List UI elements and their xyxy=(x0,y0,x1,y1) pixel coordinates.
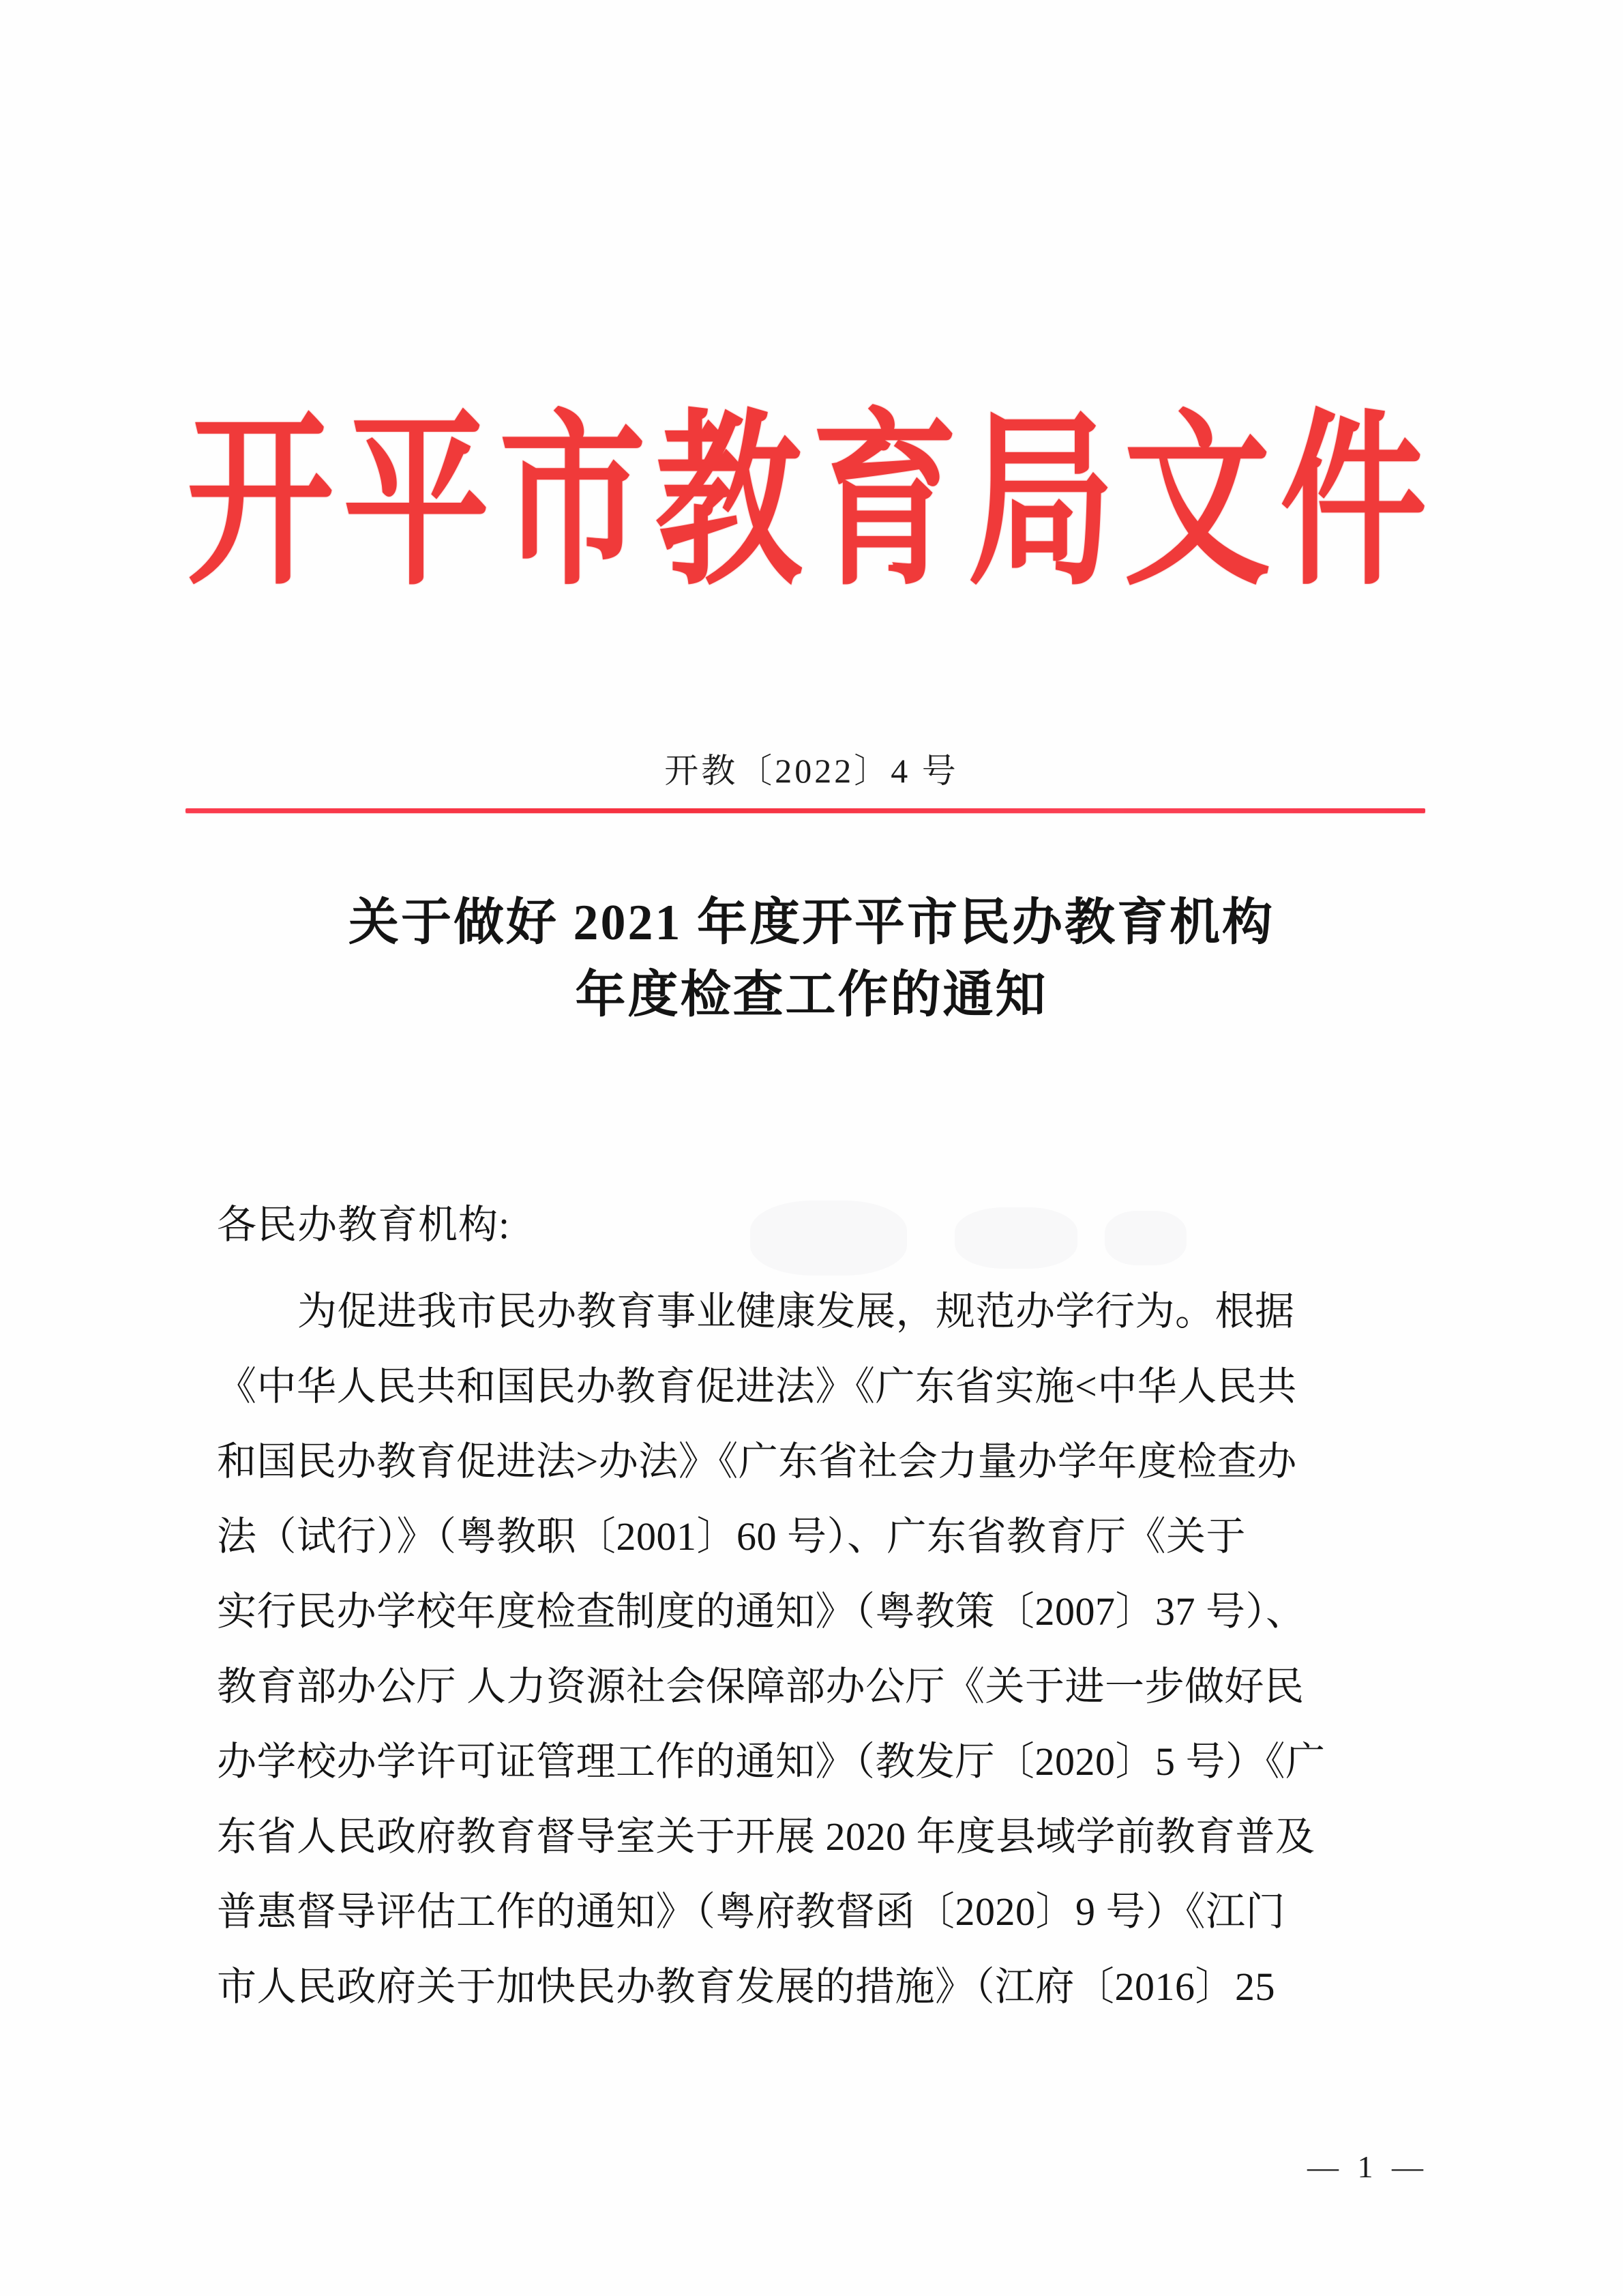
masthead-title: 开平市教育局文件 xyxy=(187,398,1436,608)
body-line: 《中华人民共和国民办教育促进法》《广东省实施<中华人民共 xyxy=(217,1364,1297,1409)
body-line: 市人民政府关于加快民办教育发展的措施》（江府〔2016〕25 xyxy=(217,1964,1276,2009)
title-line-1: 关于做好 2021 年度开平市民办教育机构 xyxy=(348,895,1275,951)
page-title xyxy=(0,887,1623,1031)
body-line: 普惠督导评估工作的通知》（粤府教督函〔2020〕9 号）《江门 xyxy=(217,1889,1286,1934)
body-line: 办学校办学许可证管理工作的通知》（教发厅〔2020〕5 号）《广 xyxy=(217,1739,1326,1784)
masthead xyxy=(0,398,1623,608)
body-line: 教育部办公厅 人力资源社会保障部办公厅《关于进一步做好民 xyxy=(217,1664,1305,1709)
page-number: — 1 — xyxy=(1307,2149,1429,2184)
document-number: 开教〔2022〕4 号 xyxy=(664,752,959,790)
body-line: 实行民办学校年度检查制度的通知》（粤教策〔2007〕37 号）、 xyxy=(217,1589,1306,1634)
addressee-line: 各民办教育机构: xyxy=(217,1203,511,1247)
document-body xyxy=(217,1187,1417,2025)
red-separator-rule xyxy=(185,808,1425,813)
body-line: 法（试行）》（粤教职〔2001〕60 号）、广东省教育厅《关于 xyxy=(217,1514,1247,1559)
body-line: 东省人民政府教育督导室关于开展 2020 年度县域学前教育普及 xyxy=(217,1814,1315,1859)
body-line: 和国民办教育促进法>办法》《广东省社会力量办学年度检查办 xyxy=(217,1439,1297,1484)
title-line-2: 年度检查工作的通知 xyxy=(575,967,1048,1023)
body-line: 为促进我市民办教育事业健康发展，规范办学行为。根据 xyxy=(297,1289,1295,1334)
